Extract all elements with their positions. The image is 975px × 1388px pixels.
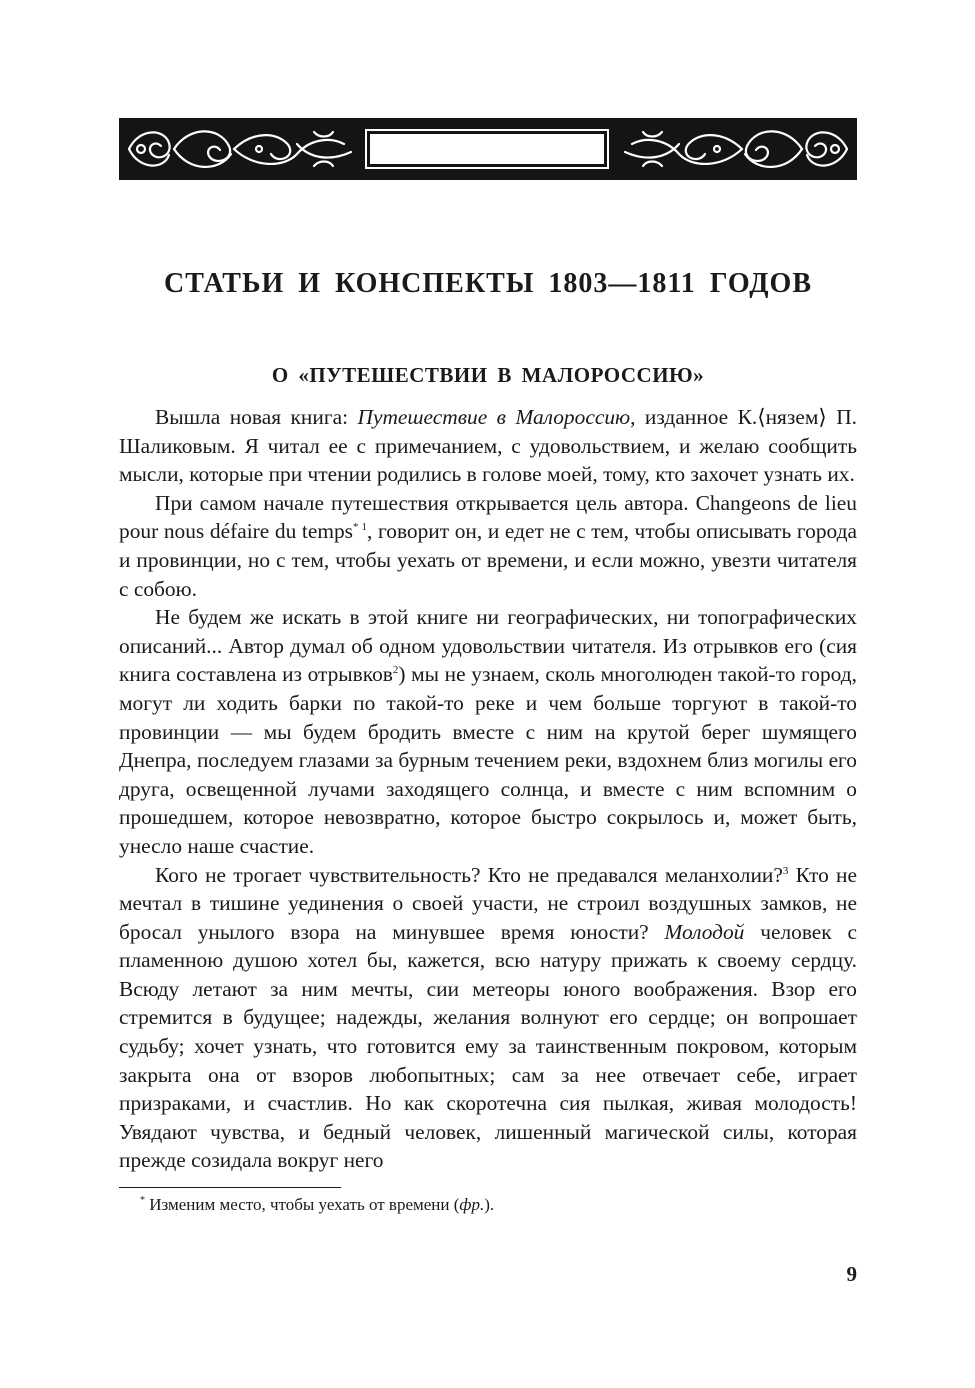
chapter-title: СТАТЬИ И КОНСПЕКТЫ 1803—1811 ГОДОВ bbox=[164, 268, 812, 299]
footnote-mark: * 1 bbox=[353, 521, 368, 534]
section-title: О «ПУТЕШЕСТВИИ В МАЛОРОССИЮ» bbox=[271, 363, 705, 387]
footnote-divider bbox=[119, 1187, 341, 1188]
footnote: * Изменим место, чтобы уехать от времени (фр.). bbox=[140, 1195, 495, 1214]
ornamental-banner-icon bbox=[119, 118, 857, 180]
paragraph-2: При самом начале путешествия открывается цель автора. Changeons de lieu pour nous défaire du temps$^{* 1}$, говорит он, и едет не с тем, чтобы описывать города и провинции, но с тем, чтобы уехать от времени, и если можно, увезти читателя с собою. bbox=[119, 490, 857, 601]
endnote-mark: 2 bbox=[392, 664, 399, 677]
paragraph-3: Не будем же искать в этой книге ни географических, ни топографических описаний... Автор думал об одном удовольствии читателя. Из отрывков его (сия книга составлена из отрывков$^2$) мы не узнаем, сколь многолюден такой-то город, могут ли ходить барки по такой-то реке и чем больше торгуют в такой-то провинции — мы будем бродить вместе с ним на крутой берег шумящего Днепра, последуем глазами за бурным течением реки, вздохнем близ могилы его друга, освещенной лучами заходящего солнца, и вместе с ним вспомним о прошедшем, которое невозвратно, которое быстро сокрылось и, может быть, унесло наше счастие. bbox=[119, 605, 857, 858]
banner-center-frame bbox=[362, 126, 612, 172]
article-body bbox=[119, 403, 857, 1175]
footnote-mark: * bbox=[140, 1195, 145, 1206]
paragraph-4: Кого не трогает чувствительность? Кто не предавался меланхолии?$^3$ Кто не мечтал в тишине уединения о своей участи, не строил воздушных замков, не бросал унылого взора на минувшее время юности? Молодой человек с пламенною душою хотел бы, кажется, всю натуру прижать к своему сердцу. Всюду летают за ним мечты, сии метеоры юного воображения. Взор его стремится в будущее; надежды, желания волнуют его сердце; он вопрошает судьбу; хочет узнать, что готовится ему за таинственным покровом, которым закрыта она от взоров любопытных; сам за нее отвечает себе, играет призраками, и счастлив. Но как скоротечна сия пылкая, живая молодость! Увядают чувства, и бедный человек, лишенный магической силы, которая прежде созидала вокруг него bbox=[119, 862, 857, 1173]
paragraph-1: Вышла новая книга: Путешествие в Малороссию, изданное К.⟨нязем⟩ П. Шаликовым. Я читал ее с примечанием, с удовольствием, и желаю сообщить мысли, которые при чтении родились в голове моей, тому, кто захочет узнать их. bbox=[119, 405, 857, 487]
endnote-mark: 3 bbox=[782, 864, 789, 877]
page-number: 9 bbox=[846, 1262, 857, 1286]
